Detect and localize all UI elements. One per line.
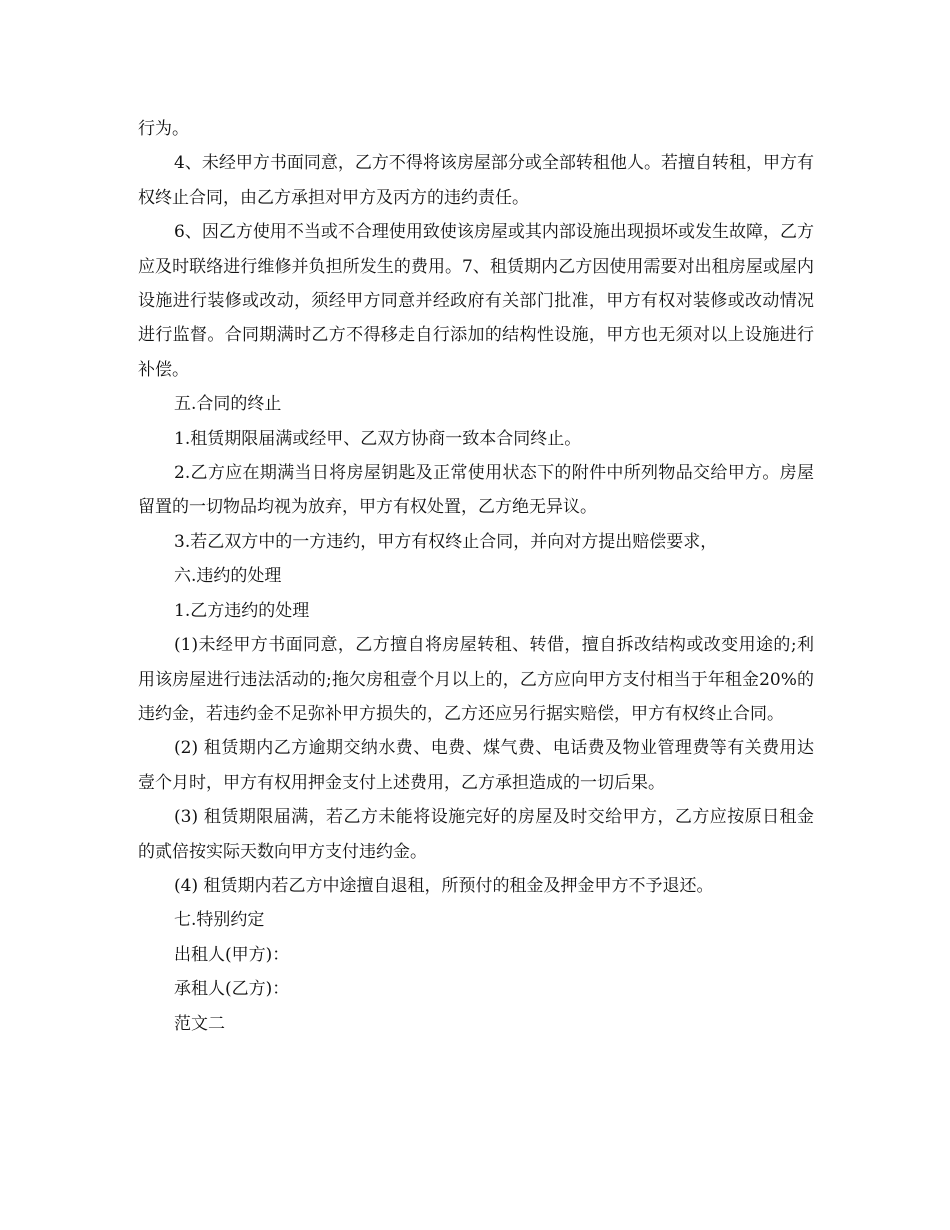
paragraph-continuation: 行为。 (138, 119, 189, 139)
paragraph-breach-1: (1)未经甲方书面同意，乙方擅自将房屋转租、转借，擅自拆改结构或改变用途的;利用该房屋进行违法活动的;拖欠房租壹个月以上的，乙方应向甲方支付相当于年租金20%的违约金，若违约金不足弥补甲方损失的，乙方还应另行据实赔偿，甲方有权终止合同。 (138, 635, 814, 724)
paragraph-termination-3: 3.若乙双方中的一方违约，甲方有权终止合同，并向对方提出赔偿要求， (174, 531, 718, 552)
signature-line-lessor: 出租人(甲方)： (174, 944, 290, 965)
paragraph-clause-4: 4、未经甲方书面同意，乙方不得将该房屋部分或全部转租他人。若擅自转租，甲方有权终止合同，由乙方承担对甲方及丙方的违约责任。 (138, 153, 814, 208)
sample-heading-two: 范文二 (174, 1013, 225, 1034)
paragraph-clause-6-7: 6、因乙方使用不当或不合理使用致使该房屋或其内部设施出现损坏或发生故障，乙方应及时联络进行维修并负担所发生的费用。7、租赁期内乙方因使用需要对出租房屋或屋内设施进行装修或改动，须经甲方同意并经政府有关部门批准，甲方有权对装修或改动情况进行监督。合同期满时乙方不得移走自行添加的结构性设施，甲方也无须对以上设施进行补偿。 (138, 222, 814, 380)
subsection-heading-tenant-breach: 1.乙方违约的处理 (174, 600, 310, 621)
paragraph-termination-2: 2.乙方应在期满当日将房屋钥匙及正常使用状态下的附件中所列物品交给甲方。房屋留置的一切物品均视为放弃，甲方有权处置，乙方绝无异议。 (138, 463, 814, 518)
signature-line-lessee: 承租人(乙方)： (174, 979, 290, 1000)
paragraph-breach-2: (2) 租赁期内乙方逾期交纳水费、电费、煤气费、电话费及物业管理费等有关费用达壹个月时，甲方有权用押金支付上述费用，乙方承担造成的一切后果。 (138, 738, 814, 793)
paragraph-termination-1: 1.租赁期限届满或经甲、乙双方协商一致本合同终止。 (174, 428, 582, 449)
paragraph-breach-4: (4) 租赁期内若乙方中途擅自退租，所预付的租金及押金甲方不予退还。 (174, 875, 714, 896)
section-heading-breach: 六.违约的处理 (174, 566, 282, 587)
section-heading-termination: 五.合同的终止 (174, 394, 282, 415)
document-page (138, 112, 814, 1041)
section-heading-special-terms: 七.特别约定 (174, 910, 265, 931)
paragraph-breach-3: (3) 租赁期限届满，若乙方未能将设施完好的房屋及时交给甲方，乙方应按原日租金的贰倍按实际天数向甲方支付违约金。 (138, 807, 814, 862)
